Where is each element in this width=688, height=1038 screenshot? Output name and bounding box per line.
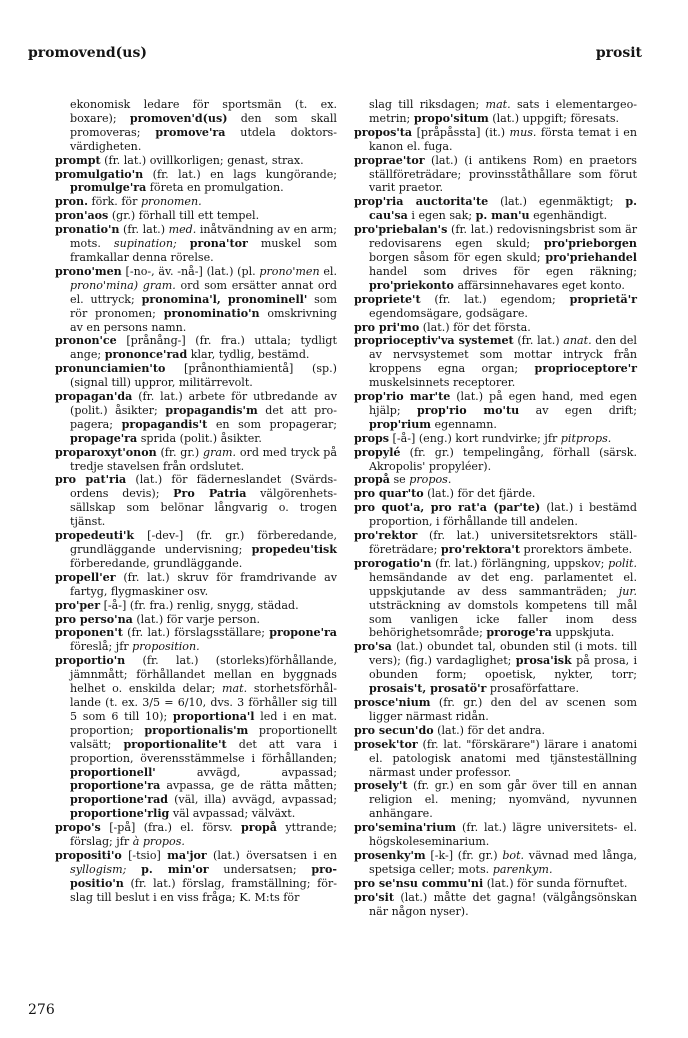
entry-headword: propedeu'tisk (251, 543, 337, 556)
dictionary-entry (354, 724, 637, 738)
entry-text: förberedande, grundläggande. (70, 556, 243, 570)
dictionary-entry (354, 849, 637, 877)
dictionary-entry (55, 209, 337, 223)
entry-text: (fr. lat.) arbete för utbredande av (polit.) åsikter; (70, 390, 337, 417)
entry-text: [-dev-] (fr. gr.) förberedande, grundläggande undervisning; (70, 529, 337, 556)
entry-text: (lat.) måtte det gagna! (välgångsönskan när någon nyser). (369, 890, 637, 918)
entry-text: [-no-, äv. -nå-] (lat.) (pl. (121, 264, 260, 278)
entry-headword: prono'men (55, 264, 122, 278)
entry-headword: propedeuti'k (55, 529, 135, 543)
entry-headword: pro'prieborgen (543, 237, 637, 251)
dictionary-entry (354, 432, 637, 446)
running-head-left: promovend(us) (28, 45, 147, 61)
entry-text: (lat.) egenmäktigt; (488, 195, 626, 209)
entry-headword: p. cau'sa (369, 195, 638, 223)
entry-text: (lat.) på egen hand, med egen hjälp; (369, 390, 637, 417)
entry-italic: mus. (509, 125, 537, 139)
dictionary-entry (354, 321, 637, 335)
dictionary-entry (354, 877, 637, 891)
entry-text: [-å-] (eng.) kort rundvirke; jfr (389, 431, 561, 445)
entry-headword: proroge'ra (486, 626, 552, 640)
entry-italic: proposition. (132, 640, 200, 654)
entry-italic: pronomen. (140, 195, 202, 209)
entry-text: utsträckning av domstols kompetens till mål som vanligen icke faller inom dess behörighetsområde; (369, 598, 637, 640)
entry-text: borgen såsom för egen skuld; (369, 250, 546, 264)
dictionary-entry (354, 891, 637, 919)
dictionary-entry (55, 195, 337, 209)
entry-text: [-k-] (fr. gr.) (425, 848, 503, 862)
entry-headword: proportione'rlig (70, 807, 170, 821)
entry-headword: pro pat'ria (55, 473, 127, 487)
entry-headword: prop'rio mo'tu (417, 403, 520, 417)
entry-headword: ma'jor (167, 848, 207, 862)
entry-text: sats i elementargeometrin; (369, 98, 638, 125)
entry-text: se (389, 473, 410, 487)
entry-italic: mat. (222, 682, 248, 696)
entry-headword: promulgatio'n (55, 167, 144, 181)
dictionary-entry (55, 334, 337, 362)
entry-headword: propage'ra (70, 431, 138, 445)
entry-text: (fr. lat.) redovisningsbrist som är redovisarens egen skuld; (369, 223, 637, 251)
entry-text: (fr. lat.) egendom; (420, 292, 570, 306)
entry-text: avvägd, avpassad; (155, 765, 337, 779)
entry-text: led i en mat. proportion; (70, 709, 337, 737)
entry-headword: propagandis'm (165, 403, 258, 417)
entry-headword: proprioceptiv'va systemet (354, 334, 514, 348)
entry-headword: prosek'tor (354, 737, 418, 751)
entry-italic: gram. (203, 445, 237, 459)
dictionary-entry (354, 557, 637, 640)
entry-headword: propell'er (55, 570, 116, 584)
entry-headword: Pro Patria (173, 487, 247, 501)
entry-italic: pitprops. (560, 431, 612, 445)
entry-headword: propo's (55, 821, 101, 835)
entry-italic: med. (168, 223, 197, 237)
entry-headword: proparoxyt'onon (55, 445, 157, 459)
dictionary-entry (354, 640, 637, 696)
entry-italic: mat. (485, 98, 511, 111)
entry-text: (fr. lat.) (storleks)förhållande, jämnmått; förhållandet mellan en byggnads helhet o. enskilda delar; (70, 654, 337, 696)
entry-headword: propriete't (354, 292, 421, 306)
entry-text: ord med tryck på tredje stavelsen från ordslutet. (70, 445, 337, 473)
entry-headword: props (354, 431, 390, 445)
entry-text: (lat.) för fäderneslandet (Svärdsordens devis); (70, 473, 338, 501)
entry-italic: à propos. (132, 835, 185, 849)
entry-headword: propositi'o (55, 848, 122, 862)
entry-text: en som propagerar; (207, 417, 337, 431)
dictionary-entry (354, 334, 637, 390)
entry-headword: prosce'nium (354, 695, 431, 709)
dictionary-entry (354, 779, 637, 821)
entry-text: av egen drift; (519, 403, 637, 417)
entry-headword: pron'aos (55, 209, 109, 223)
entry-text (177, 237, 190, 250)
entry-text: uppskjuta. (551, 626, 615, 640)
entry-text: ord som ersätter annat ord el. uttryck; (70, 278, 337, 306)
entry-headword: pro'semina'rium (354, 821, 457, 835)
entry-text: (fr. lat.) ovillkorligen; genast, strax. (100, 153, 304, 167)
entry-headword: pronatio'n (55, 223, 120, 237)
entry-text: [prånonthiamientå] (sp.) (signal till) uppror, militärrevolt. (70, 362, 337, 390)
running-head-right: prosit (595, 45, 642, 61)
dictionary-entry (55, 821, 337, 849)
entry-text: el. (319, 264, 337, 278)
entry-headword: proportionalis'm (144, 723, 249, 737)
entry-text: välgörenhetssällskap som belönar långvarig o. trogen tjänst. (70, 487, 337, 529)
entry-text: yttrande; förslag; jfr (70, 821, 337, 849)
entry-headword: pro quar'to (354, 487, 424, 501)
entry-text: (gr.) förhall till ett tempel. (108, 209, 260, 223)
entry-headword: pro'sit (354, 890, 394, 904)
entry-text: egenhändigt. (529, 209, 608, 223)
entry-text: muskelsinnets receptorer. (369, 376, 516, 390)
dictionary-entry (55, 98, 337, 154)
entry-headword: pro'priebalan's (354, 223, 448, 237)
entry-headword: pronon'ce (55, 334, 117, 348)
dictionary-entry (55, 362, 337, 390)
entry-headword: propone'ra (269, 626, 337, 640)
entry-text: slag till riksdagen; (369, 98, 486, 111)
entry-text: (fr. gr.) den del av scenen som ligger närmast ridån. (369, 695, 637, 723)
entry-text: (fr. gr.) (156, 445, 204, 459)
dictionary-entry (55, 390, 337, 446)
entry-headword: pron. (55, 195, 88, 209)
entry-headword: propositio'n (70, 862, 338, 890)
entry-text: egendomsägare, godsägare. (369, 306, 528, 320)
page-number: 276 (28, 1002, 55, 1018)
entry-headword: proportione'rad (70, 793, 169, 807)
entry-headword: prosenky'm (354, 848, 426, 862)
entry-italic: supination; (113, 237, 177, 251)
dictionary-entry (354, 529, 637, 557)
entry-text: [-tsio] (121, 848, 168, 862)
dictionary-entry (354, 738, 637, 780)
entry-italic: bot. (502, 848, 525, 862)
entry-italic: parenkym. (492, 862, 553, 876)
entry-text: (fr. lat.) skruv för framdrivande av fartyg, flygmaskiner osv. (70, 570, 337, 598)
entry-text: proportionellt valsätt; (70, 723, 337, 751)
entry-text: (fr. gr.) en som går över till en annan religion el. mening; nyomvänd, nyvunnen anhängare. (369, 779, 637, 821)
dictionary-entry (55, 599, 337, 613)
entry-text: (lat.) för det andra. (433, 723, 546, 737)
dictionary-entry (354, 195, 637, 223)
entry-text: (lat.) för det första. (419, 320, 531, 334)
entry-text: utdela doktorsvärdigheten. (70, 125, 337, 153)
entry-headword: proponen't (55, 626, 123, 640)
entry-text: på prosa, i obunden form; opoetisk, nykter, torr; (369, 654, 638, 682)
entry-text: (fr. lat.) (513, 334, 564, 348)
entry-text: vävnad med långa, spetsiga celler; mots. (369, 848, 637, 876)
entry-headword: propo'situm (413, 111, 489, 125)
entry-headword: prononce'rad (104, 348, 188, 362)
left-column (55, 98, 337, 905)
right-column (354, 98, 637, 918)
entry-headword: proportione'ra (70, 779, 161, 793)
dictionary-entry (354, 154, 637, 196)
entry-text: [prånång-] (fr. fra.) uttala; tydligt ange; (70, 334, 337, 362)
dictionary-entry (55, 223, 337, 265)
dictionary-entry (55, 154, 337, 168)
entry-italic: propos. (409, 473, 452, 487)
entry-headword: proportio'n (55, 654, 126, 668)
entry-headword: pro'per (55, 598, 101, 612)
entry-text: prorektors ämbete. (519, 543, 633, 556)
entry-headword: proprae'tor (354, 153, 425, 167)
entry-text: sprida (polit.) åsikter. (137, 431, 262, 445)
entry-headword: p. min'or (141, 862, 209, 876)
entry-headword: promulge'ra (70, 181, 147, 195)
entry-text: (fr. lat.) universitetsrektors ställföreträdare; (369, 529, 637, 556)
dictionary-entry (354, 446, 637, 474)
dictionary-entry (55, 473, 337, 529)
entry-text: (fr. lat.) förlängning, uppskov; (431, 556, 609, 570)
entry-text: (fr. lat.) en lags kungörande; (143, 167, 337, 181)
entry-headword: propagandis't (121, 417, 208, 431)
entry-headword: propagan'da (55, 390, 133, 404)
dictionary-entry (55, 265, 337, 335)
entry-text: (lat.) översatsen i en (206, 848, 337, 862)
dictionary-entry (55, 168, 337, 196)
entry-headword: pro pri'mo (354, 320, 420, 334)
entry-text: företa en promulgation. (146, 181, 284, 195)
dictionary-entry (55, 613, 337, 627)
entry-text: ekonomisk ledare för sportsmän (t. ex. boxare); (70, 98, 337, 125)
entry-headword: prorogatio'n (354, 556, 432, 570)
dictionary-entry (354, 501, 637, 529)
entry-text: avpassa, ge de rätta måtten; (160, 779, 337, 793)
entry-headword: pro perso'na (55, 612, 133, 626)
entry-headword: prosely't (354, 779, 408, 793)
entry-headword: pro secun'do (354, 723, 434, 737)
entry-text: (fr. lat.) förslagsställare; (122, 626, 270, 640)
entry-text: (fr. lat.) (119, 223, 169, 237)
entry-text: (lat.) (i antikens Rom) en praetors ställföreträdare; provinsståthållare som förut varit praetor. (369, 153, 637, 195)
dictionary-entry (55, 529, 337, 571)
entry-text: klar, tydlig, bestämd. (187, 348, 310, 362)
entry-text (126, 863, 141, 876)
entry-headword: p. man'u (475, 209, 530, 223)
entry-text: muskel som framkallar denna rörelse. (70, 237, 337, 264)
entry-text: förk. för (87, 195, 141, 209)
entry-headword: pro quot'a, pro rat'a (par'te) (354, 501, 541, 515)
entry-text: den del av nervsystemet som mottar intryck från kroppens egna organ; (369, 334, 637, 376)
entry-text: (fr. lat.) förslag, framställning; förslag till beslut i en viss fråga; K. M:ts för (70, 876, 337, 904)
dictionary-entry (354, 390, 637, 432)
entry-headword: proportionell' (70, 765, 156, 779)
entry-text: [-å-] (fr. fra.) renlig, snygg, städad. (100, 598, 299, 612)
entry-text: [pråpåssta] (it.) (412, 125, 510, 139)
entry-text: (lat.) obundet tal, obunden stil (i mots. till vers); (fig.) vardaglighet; (369, 640, 637, 668)
entry-text: som rör pronomen; (70, 292, 337, 320)
dictionary-entry (55, 654, 337, 821)
entry-italic: syllogism; (70, 862, 127, 876)
entry-italic: prono'men (259, 264, 320, 278)
entry-italic: gram. (142, 278, 176, 292)
entry-text: (lat.) i bestämd proportion, i förhållande till andelen. (369, 501, 637, 529)
dictionary-entry (354, 98, 637, 126)
entry-headword: prosa'isk (515, 654, 572, 668)
dictionary-entry (55, 571, 337, 599)
entry-headword: propå (354, 473, 390, 487)
entry-italic: polit. (608, 556, 637, 570)
entry-text: (väl, illa) avvägd, avpassad; (168, 793, 337, 807)
entry-text: (fr. gr.) tempelingång, förhall (särsk. Akropolis' propyléer). (369, 445, 637, 473)
entry-headword: proprietä'r (569, 292, 637, 306)
entry-italic: jur. (618, 584, 637, 598)
dictionary-entry (354, 487, 637, 501)
entry-italic: anat. (563, 334, 592, 348)
entry-headword: pronomina'l, pronominell' (141, 292, 308, 306)
entry-headword: propylé (354, 445, 401, 459)
entry-text: väl avpassad; välväxt. (169, 807, 296, 821)
entry-headword: propos'ta (354, 125, 413, 139)
dictionary-entry (354, 293, 637, 321)
entry-italic: prono'mina) (70, 278, 139, 292)
entry-text: i egen sak; (407, 209, 476, 223)
entry-headword: propå (241, 821, 277, 835)
entry-headword: pro'sa (354, 640, 392, 654)
entry-headword: prosais't, prosatö'r (369, 682, 487, 696)
entry-headword: proportiona'l (172, 709, 255, 723)
entry-headword: promoven'd(us) (129, 111, 228, 125)
entry-headword: prompt (55, 153, 101, 167)
dictionary-entry (354, 696, 637, 724)
dictionary-entry (55, 446, 337, 474)
entry-headword: pronunciamien'to (55, 362, 166, 376)
entry-headword: pronominatio'n (163, 306, 260, 320)
entry-headword: prop'rio mar'te (354, 390, 451, 404)
dictionary-entry (354, 821, 637, 849)
entry-text: egennamn. (431, 417, 497, 431)
entry-headword: pro'rektor (354, 529, 418, 543)
entry-headword: proprioceptore'r (534, 362, 637, 376)
entry-text: (fr. lat.) lägre universitets- el. högskoleseminarium. (369, 821, 637, 849)
entry-text: den som skall promoveras; (70, 111, 337, 139)
entry-text: omskrivning av en persons namn. (70, 306, 337, 334)
entry-text: föreslå; jfr (70, 640, 133, 654)
dictionary-entry (354, 223, 637, 293)
entry-text: (lat.) för sunda förnuftet. (483, 876, 628, 890)
entry-text: prosaförfattare. (486, 682, 579, 696)
entry-headword: prop'rium (369, 417, 432, 431)
entry-text: (fr. lat. "förskärare") lärare i anatomi el. patologisk anatomi med tjänsteställning närmast under professor. (369, 737, 637, 779)
entry-headword: pro'rektora't (440, 543, 520, 556)
dictionary-entry (55, 626, 337, 654)
entry-headword: prop'ria auctorita'te (354, 195, 489, 209)
entry-headword: proportionalite't (123, 737, 227, 751)
dictionary-entry (55, 849, 337, 905)
entry-headword: promove'ra (155, 125, 226, 139)
entry-text: (lat.) uppgift; föresats. (488, 111, 620, 125)
entry-text: hemsändande av det eng. parlamentet el. uppskjutande av dess sammanträden; (369, 570, 637, 598)
entry-text: (lat.) för det fjärde. (423, 487, 536, 501)
entry-headword: pro'priekonto (369, 278, 454, 292)
dictionary-entry (354, 473, 637, 487)
entry-headword: prona'tor (189, 237, 248, 251)
entry-text: första temat i en kanon el. fuga. (369, 125, 637, 153)
entry-text: inåtvändning av en arm; mots. (70, 223, 338, 251)
entry-text: storhetsförhållande (t. ex. 3/5 = 6/10, dvs. 3 förhåller sig till 5 som 6 till 10); (70, 682, 337, 723)
entry-text: det att propagera; (70, 403, 337, 431)
entry-text: affärsinnehavares eget konto. (453, 278, 625, 292)
entry-text: (lat.) för varje person. (132, 612, 261, 626)
entry-text: handel som drives för egen räkning; (369, 264, 637, 278)
entry-headword: pro'priehandel (545, 250, 637, 264)
entry-headword: pro se'nsu commu'ni (354, 876, 484, 890)
entry-text: det att vara i proportion, överensstämmelse i förhållanden; (70, 737, 337, 765)
dictionary-entry (354, 126, 637, 154)
entry-text: [-på] (fra.) el. försv. (100, 821, 241, 835)
entry-text: undersatsen; (208, 862, 312, 876)
